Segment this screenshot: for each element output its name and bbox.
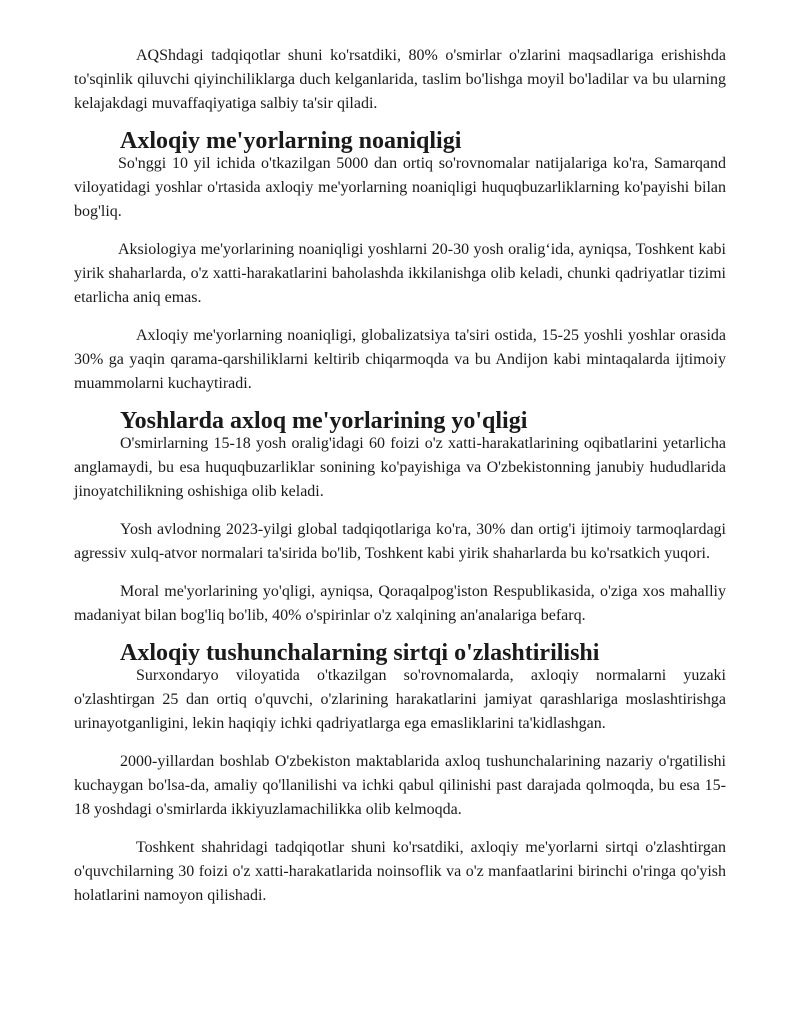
- paragraph: Axloqiy me'yorlarning noaniqligi, globalizatsiya ta'siri ostida, 15-25 yoshli yoshlar orasida 30% ga yaqin qarama-qarshiliklarni keltirib chiqarmoqda va bu Andijon kabi mintaqalarda ijtimoiy muammolarni kuchaytiradi.: [74, 327, 726, 392]
- paragraph: Aksiologiya me'yorlarining noaniqligi yoshlarni 20-30 yosh oralig‘ida, ayniqsa, Toshkent kabi yirik shaharlarda, o'z xatti-harakatlarini baholashda ikkilanishga olib keladi, chunki qadriyatlar tizimi etarlicha aniq emas.: [74, 241, 726, 306]
- section-ambiguity: [74, 130, 726, 396]
- paragraph: Toshkent shahridagi tadqiqotlar shuni ko'rsatdiki, axloqiy me'yorlarni sirtqi o'zlashtirgan o'quvchilarning 30 foizi o'z xatti-harakatlarida noinsoflik va o'z manfaatlarini birinchi o'ringa qo'yish holatlarini namoyon qilishadi.: [74, 839, 726, 904]
- paragraph: Moral me'yorlarining yo'qligi, ayniqsa, Qoraqalpog'iston Respublikasida, o'ziga xos mahalliy madaniyat bilan bog'liq bo'lib, 40% o'spirinlar o'z xalqining an'analariga befarq.: [74, 583, 726, 624]
- paragraph: So'nggi 10 yil ichida o'tkazilgan 5000 dan ortiq so'rovnomalar natijalariga ko'ra, Samarqand viloyatidagi yoshlar o'rtasida axloqiy me'yorlarning noaniqligi huquqbuzarliklarning ko'payishi bilan bog'liq.: [74, 155, 726, 220]
- paragraph: AQShdagi tadqiqotlar shuni ko'rsatdiki, 80% o'smirlar o'zlarini maqsadlariga erishishda to'sqinlik qiluvchi qiyinchiliklarga duch kelganlarida, taslim bo'lishga moyil bo'ladilar va bu ularning kelajakdagi muvaffaqiyatiga salbiy ta'sir qiladi.: [74, 47, 726, 112]
- section-heading: Axloqiy tushunchalarning sirtqi o'zlashtirilishi: [120, 640, 600, 666]
- section-heading: Yoshlarda axloq me'yorlarining yo'qligi: [120, 408, 528, 434]
- paragraph: O'smirlarning 15-18 yosh oralig'idagi 60 foizi o'z xatti-harakatlarining oqibatlarini yetarlicha anglamaydi, bu esa huquqbuzarliklar sonining ko'payishiga va O'zbekistonning janubiy hududlarida jinoyatchilikning oshishiga olib keladi.: [74, 435, 726, 500]
- paragraph: Surxondaryo viloyatida o'tkazilgan so'rovnomalarda, axloqiy normalarni yuzaki o'zlashtirgan 25 dan ortiq o'quvchi, o'zlarining harakatlarini jamiyat qarashlariga moslashtirishga urinayotganligini, lekin haqiqiy ichki qadriyatlarga ega emasliklarini ta'kidlashgan.: [74, 667, 726, 732]
- section-absence: [74, 410, 726, 628]
- section-intro: [74, 44, 726, 116]
- section-heading: Axloqiy me'yorlarning noaniqligi: [120, 128, 462, 154]
- paragraph: 2000-yillardan boshlab O'zbekiston maktablarida axloq tushunchalarining nazariy o'rgatilishi kuchaygan bo'lsa-da, amaliy qo'llanilishi va ichki qabul qilinishi past darajada qolmoqda, bu esa 15-18 yoshdagi o'smirlarda ikkiyuzlamachilikka olib kelmoqda.: [74, 753, 726, 818]
- section-superficial: [74, 642, 726, 908]
- document-page: [74, 44, 726, 908]
- paragraph: Yosh avlodning 2023-yilgi global tadqiqotlariga ko'ra, 30% dan ortig'i ijtimoiy tarmoqlardagi agressiv xulq-atvor normalari ta'sirida bo'lib, Toshkent kabi yirik shaharlarda bu ko'rsatkich yuqori.: [74, 521, 726, 562]
